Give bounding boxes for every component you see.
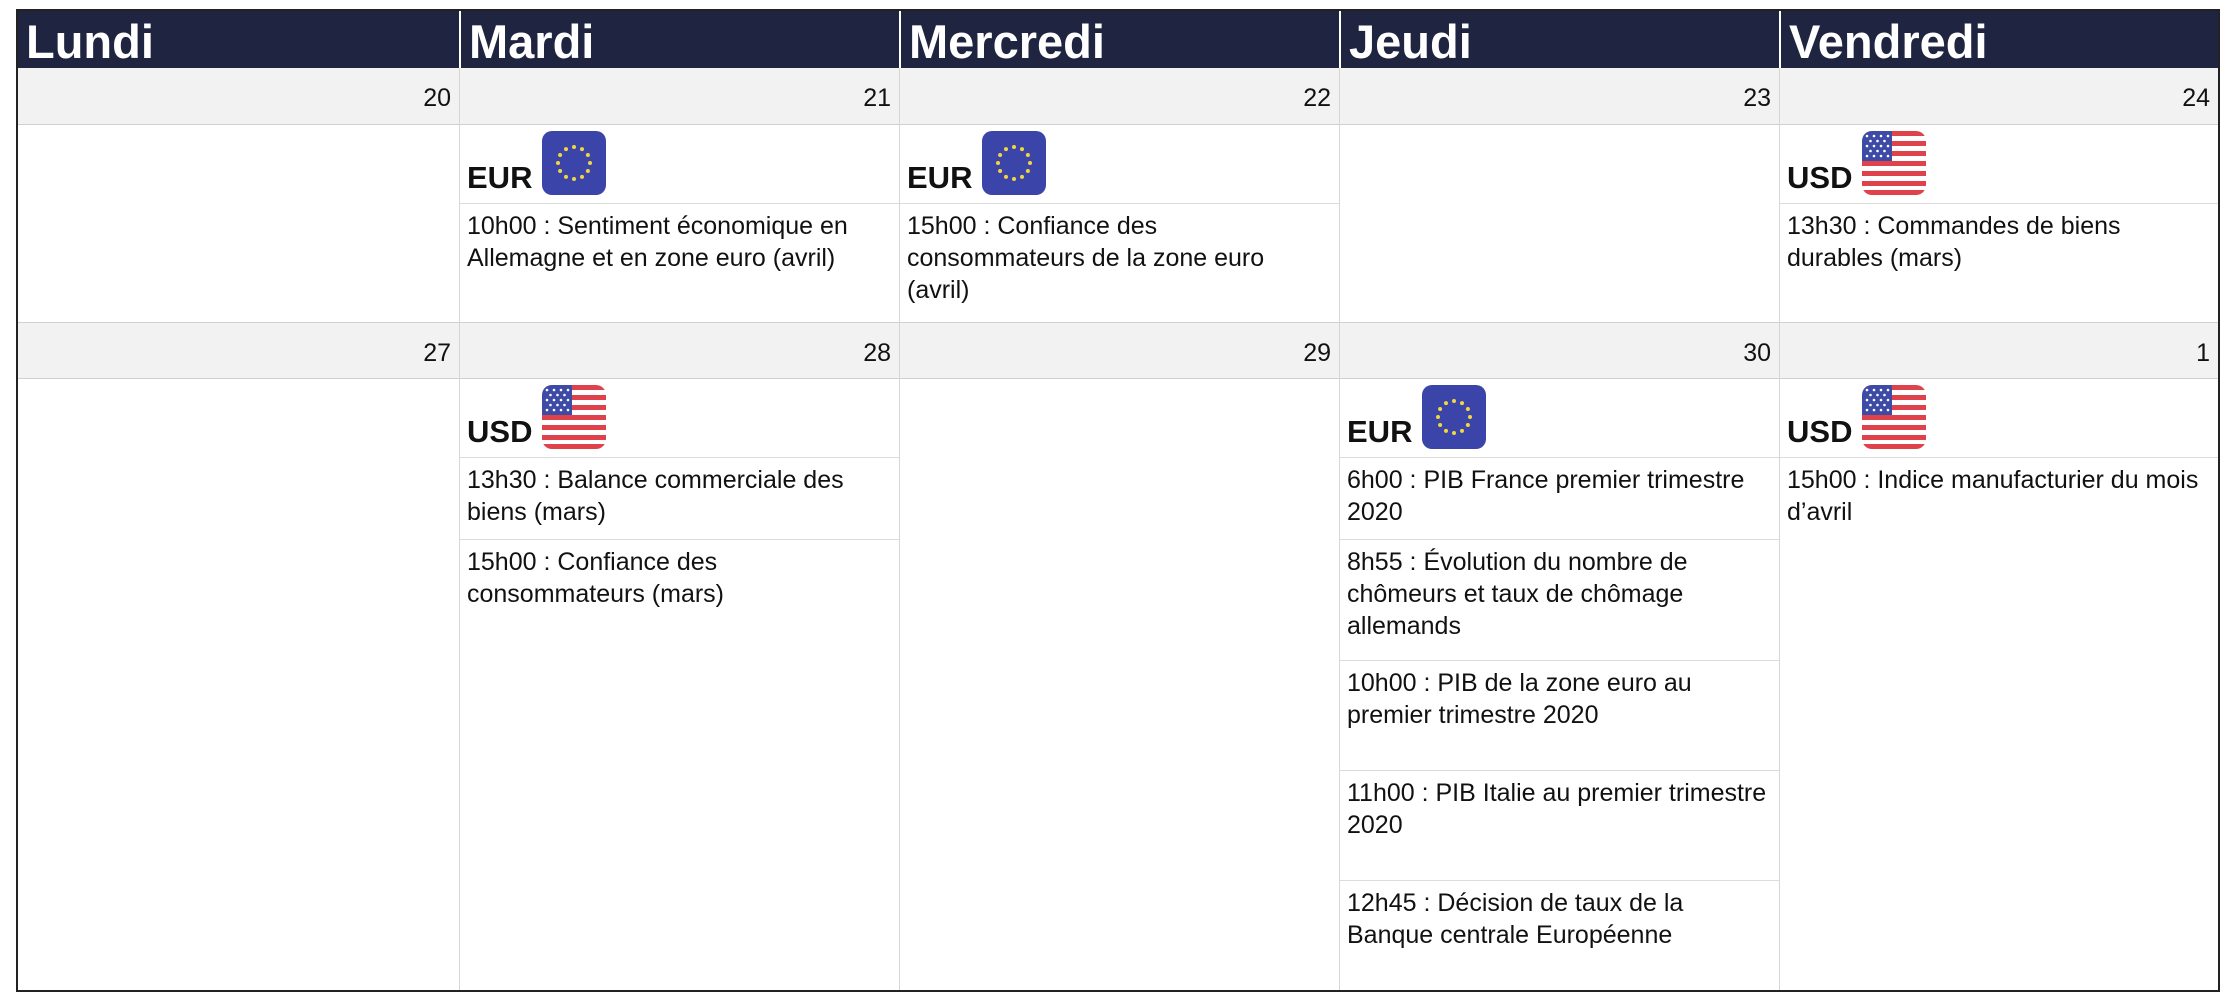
us-flag-icon	[1862, 385, 1926, 449]
date-number: 21	[863, 84, 891, 112]
currency-row	[1780, 379, 2218, 458]
event-item: 10h00 : PIB de la zone euro au premier trimestre 2020	[1340, 661, 1779, 771]
weekday-thursday: Jeudi	[1339, 11, 1779, 68]
day-cell-22	[900, 125, 1339, 322]
event-item: 8h55 : Évolution du nombre de chômeurs et taux de chômage allemands	[1340, 540, 1779, 661]
event-item: 12h45 : Décision de taux de la Banque centrale Européenne	[1347, 889, 1684, 949]
us-flag-icon	[1862, 131, 1926, 195]
currency-row	[1340, 379, 1779, 458]
weekday-monday: Lundi	[26, 15, 154, 68]
weekday-wednesday: Mercredi	[899, 11, 1339, 68]
event-item: 13h30 : Commandes de biens durables (mars)	[1787, 212, 2121, 272]
currency-code: EUR	[907, 160, 973, 195]
day-cell-24	[1780, 125, 2218, 322]
event-item: 15h00 : Indice manufacturier du mois d’avril	[1787, 466, 2199, 526]
currency-row	[460, 125, 899, 204]
currency-code: EUR	[1347, 414, 1413, 449]
currency-code: USD	[467, 414, 533, 449]
week2-date-row	[18, 322, 2218, 379]
eu-flag-icon	[542, 131, 606, 195]
weekday-header-row	[18, 11, 2218, 68]
day-cell-30	[1340, 379, 1779, 990]
date-number: 29	[1303, 339, 1331, 367]
currency-row	[460, 379, 899, 458]
event-item: 11h00 : PIB Italie au premier trimestre 2020	[1340, 771, 1779, 881]
date-number: 30	[1743, 339, 1771, 367]
weekday-friday: Vendredi	[1779, 11, 2218, 68]
date-number: 24	[2182, 84, 2210, 112]
currency-code: USD	[1787, 414, 1853, 449]
date-number: 1	[2196, 339, 2210, 367]
currency-code: EUR	[467, 160, 533, 195]
event-item: 13h30 : Balance commerciale des biens (mars)	[460, 458, 899, 540]
event-item: 6h00 : PIB France premier trimestre 2020	[1340, 458, 1779, 540]
weekday-tuesday: Mardi	[459, 11, 899, 68]
date-number: 28	[863, 339, 891, 367]
currency-row	[1780, 125, 2218, 204]
day-cell-21	[460, 125, 899, 322]
date-number: 22	[1303, 84, 1331, 112]
event-item: 15h00 : Confiance des consommateurs (mars)	[467, 548, 724, 608]
currency-row	[900, 125, 1339, 204]
day-cell-1	[1780, 379, 2218, 990]
week1-date-row	[18, 68, 2218, 125]
currency-code: USD	[1787, 160, 1853, 195]
date-number: 23	[1743, 84, 1771, 112]
us-flag-icon	[542, 385, 606, 449]
eu-flag-icon	[982, 131, 1046, 195]
economic-calendar	[16, 9, 2220, 992]
event-item: 15h00 : Confiance des consommateurs de la zone euro (avril)	[907, 212, 1265, 304]
event-item: 10h00 : Sentiment économique en Allemagne et en zone euro (avril)	[467, 212, 848, 272]
eu-flag-icon	[1422, 385, 1486, 449]
date-number: 27	[423, 339, 451, 367]
date-number: 20	[423, 84, 451, 112]
day-cell-28	[460, 379, 899, 990]
